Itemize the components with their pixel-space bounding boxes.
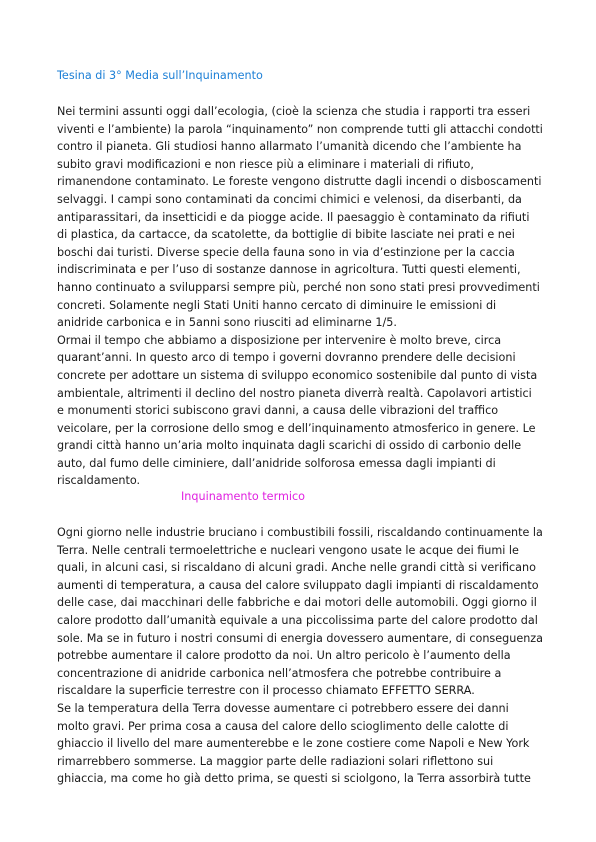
text-line: rimarrebbero sommerse. La maggior parte delle radiazioni solari riflettono sui [57,754,494,768]
text-line: selvaggi. I campi sono contaminati da concimi chimici e velenosi, da diserbanti, da [57,192,522,206]
text-line: auto, dal fumo delle ciminiere, dall’anidride solforosa emessa dagli impianti di [57,456,496,470]
text-line: Se la temperatura della Terra dovesse aumentare ci potrebbero essere dei danni [57,701,509,715]
text-line: indiscriminata e per l’uso di sostanze dannose in agricoltura. Tutti questi elementi, [57,263,521,277]
text-line: ambientale, altrimenti il declino del nostro pianeta diverrà realtà. Capolavori artistici [57,386,532,400]
text-line: delle case, dai macchinari delle fabbriche e dai motori delle automobili. Oggi giorno il [57,596,537,610]
paragraph-introduction [57,103,543,490]
text-line: Terra. Nelle centrali termoelettriche e nucleari vengono usate le acque dei fiumi le [57,543,519,557]
text-line: concreti. Solamente negli Stati Uniti hanno cercato di diminuire le emissioni di [57,298,497,312]
text-line: e monumenti storici subiscono gravi danni, a causa delle vibrazioni del traffico [57,404,499,418]
text-line: hanno continuato a svilupparsi sempre più, perché non sono stati presi provvedimenti [57,280,540,294]
document-title: Tesina di 3° Media sull’Inquinamento [57,69,263,82]
text-line: aumenti di temperatura, a causa del calore sviluppato dagli impianti di riscaldamento [57,578,539,592]
text-line: Ormai il tempo che abbiamo a disposizione per intervenire è molto breve, circa [57,333,502,347]
text-line: subito gravi modificazioni e non riesce più a eliminare i materiali di rifiuto, [57,157,474,171]
text-line: veicolare, per la corrosione dello smog e dell’inquinamento atmosferico in genere. Le [57,421,536,435]
text-line: concrete per adottare un sistema di sviluppo economico sostenibile dal punto di vista [57,368,538,382]
text-line: quali, in alcuni casi, si riscaldano di alcuni gradi. Anche nelle grandi città si verificano [57,561,536,575]
text-line: molto gravi. Per prima cosa a causa del calore dello scioglimento delle calotte di [57,719,509,733]
text-line: riscaldare la superficie terrestre con il processo chiamato EFFETTO SERRA. [57,684,475,698]
text-line: antiparassitari, da insetticidi e da piogge acide. Il paesaggio è contaminato da rifiuti [57,210,530,224]
text-line: potrebbe aumentare il calore prodotto da noi. Un altro pericolo è l’aumento della [57,649,511,663]
text-line: rimanendone contaminato. Le foreste vengono distrutte dagli incendi o disboscamenti [57,175,542,189]
text-line: concentrazione di anidride carbonica nell’atmosfera che potrebbe contribuire a [57,666,502,680]
text-line: boschi dai turisti. Diverse specie della fauna sono in via d’estinzione per la caccia [57,245,515,259]
text-line: di plastica, da cartacce, da scatolette, da bottiglie di bibite lasciate nei prati e nei [57,228,515,242]
paragraph-thermal-pollution [57,524,543,788]
text-line: viventi e l’ambiente) la parola “inquinamento” non comprende tutti gli attacchi condotti [57,122,543,136]
text-line: riscaldamento. [57,474,141,488]
text-line: calore prodotto dall’umanità equivale a una piccolissima parte del calore prodotto dal [57,613,538,627]
text-line: ghiaccio il livello del mare aumenterebbe e le zone costiere come Napoli e New York [57,737,530,751]
text-line: quarant’anni. In questo arco di tempo i governi dovranno prendere delle decisioni [57,351,516,365]
text-line: ghiaccia, ma come ho già detto prima, se questi si sciolgono, la Terra assorbirà tutte [57,772,531,786]
text-line: Ogni giorno nelle industrie bruciano i combustibili fossili, riscaldando continuamente la [57,526,543,539]
section-heading-thermal-pollution: Inquinamento termico [181,490,305,503]
text-line: anidride carbonica e in 5anni sono riusciti ad eliminarne 1/5. [57,316,397,330]
text-line: Nei termini assunti oggi dall’ecologia, (cioè la scienza che studia i rapporti tra esseri [57,105,531,118]
text-line: grandi città hanno un’aria molto inquinata dagli scarichi di ossido di carbonio delle [57,439,522,453]
text-line: sole. Ma se in futuro i nostri consumi di energia dovessero aumentare, di conseguenza [57,631,544,645]
text-line: contro il pianeta. Gli studiosi hanno allarmato l’umanità dicendo che l’ambiente ha [57,140,522,154]
